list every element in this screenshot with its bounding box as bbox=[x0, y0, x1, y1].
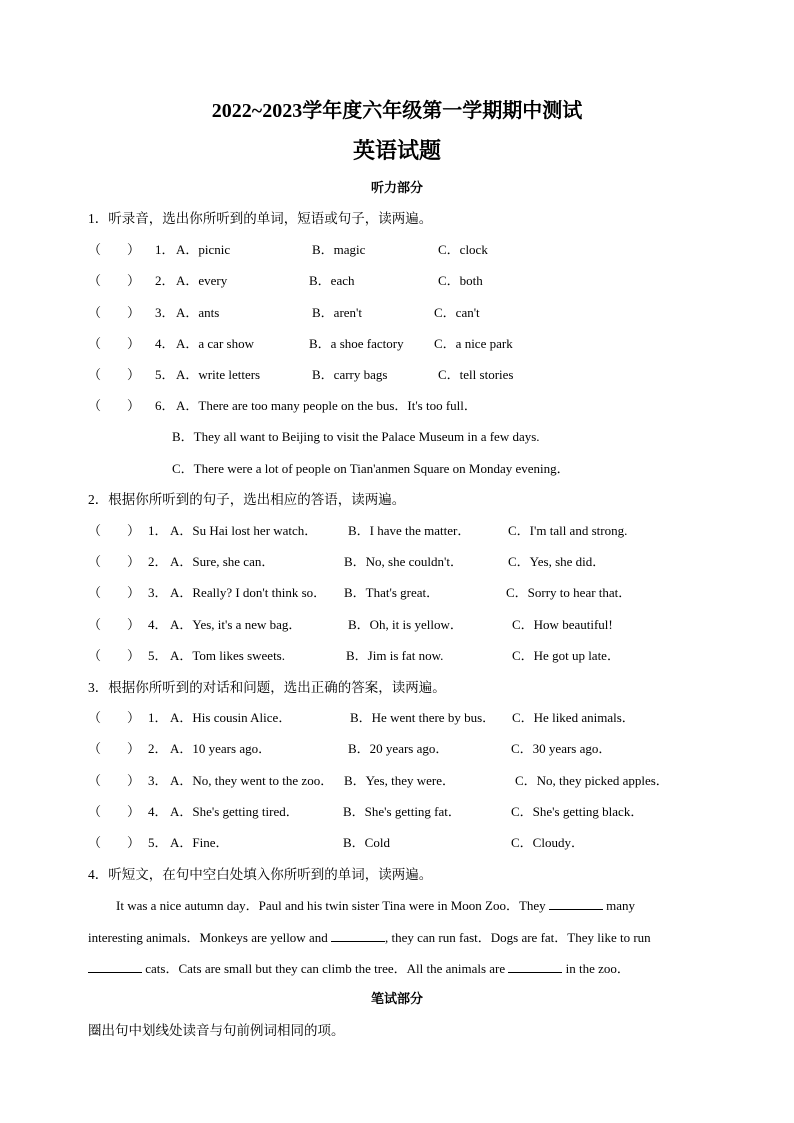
item-number: 1． bbox=[148, 710, 168, 725]
option-a: A．Tom likes sweets. bbox=[170, 648, 285, 663]
q3-item-2 bbox=[0, 738, 794, 756]
option-b: B．a shoe factory bbox=[309, 336, 404, 351]
option-b: B．each bbox=[309, 273, 355, 288]
item-number: 3． bbox=[155, 305, 175, 320]
answer-paren[interactable]: （ ） bbox=[88, 523, 141, 538]
q2-item-1 bbox=[0, 520, 794, 538]
option-c: C．can't bbox=[434, 305, 480, 320]
q2-item-2 bbox=[0, 551, 794, 569]
option-a: A．ants bbox=[176, 305, 220, 320]
option-c: C．tell stories bbox=[438, 367, 514, 382]
q4-instruction: 4．听短文，在句中空白处填入你所听到的单词，读两遍。 bbox=[88, 867, 433, 882]
fill-blank-4[interactable] bbox=[508, 960, 562, 973]
q4-passage-line-3: cats．Cats are small but they can climb the tree．All the animals are in the zoo． bbox=[88, 958, 698, 977]
q1-item-5 bbox=[0, 364, 794, 382]
q1-item-6-option-b-row bbox=[0, 426, 794, 444]
q2-item-5 bbox=[0, 645, 794, 663]
q3-item-1 bbox=[0, 707, 794, 725]
option-a: A．There are too many people on the bus．It's too full． bbox=[176, 398, 477, 413]
option-c: C．No, they picked apples． bbox=[515, 773, 669, 788]
item-number: 2． bbox=[148, 554, 168, 569]
option-b: B．Yes, they were． bbox=[344, 773, 455, 788]
answer-paren[interactable]: （ ） bbox=[88, 804, 141, 819]
item-number: 1． bbox=[155, 242, 175, 257]
option-b: B．They all want to Beijing to visit the Palace Museum in a few days. bbox=[172, 429, 540, 444]
option-b: B．aren't bbox=[312, 305, 362, 320]
option-a: A．She's getting tired． bbox=[170, 804, 299, 819]
item-number: 4． bbox=[155, 336, 175, 351]
item-number: 3． bbox=[148, 773, 168, 788]
option-b: B．I have the matter． bbox=[348, 523, 471, 538]
exam-subtitle: 英语试题 bbox=[352, 138, 441, 163]
option-a: A．Fine． bbox=[170, 835, 229, 850]
option-b: B．carry bags bbox=[312, 367, 388, 382]
option-c: C．I'm tall and strong. bbox=[508, 523, 628, 538]
option-c: C．both bbox=[438, 273, 483, 288]
option-a: A．write letters bbox=[176, 367, 261, 382]
fill-blank-1[interactable] bbox=[549, 897, 603, 910]
option-b: B．20 years ago． bbox=[348, 741, 449, 756]
q2-instruction: 2．根据你所听到的句子，选出相应的答语，读两遍。 bbox=[88, 492, 406, 507]
option-b: B．That's great． bbox=[344, 585, 440, 600]
option-b: B．Jim is fat now. bbox=[346, 648, 444, 663]
answer-paren[interactable]: （ ） bbox=[88, 273, 141, 288]
item-number: 5． bbox=[155, 367, 175, 382]
option-a: A．every bbox=[176, 273, 228, 288]
item-number: 5． bbox=[148, 835, 168, 850]
q1-item-4 bbox=[0, 333, 794, 351]
answer-paren[interactable]: （ ） bbox=[88, 710, 141, 725]
fill-blank-3[interactable] bbox=[88, 960, 142, 973]
q1-item-1 bbox=[0, 239, 794, 257]
item-number: 3． bbox=[148, 585, 168, 600]
item-number: 4． bbox=[148, 804, 168, 819]
q1-item-2 bbox=[0, 270, 794, 288]
fill-blank-2[interactable] bbox=[331, 929, 385, 942]
option-c: C．There were a lot of people on Tian'anmen Square on Monday evening． bbox=[172, 461, 570, 476]
item-number: 5． bbox=[148, 648, 168, 663]
option-a: A．His cousin Alice． bbox=[170, 710, 292, 725]
option-b: B．She's getting fat． bbox=[343, 804, 461, 819]
option-c: C．Sorry to hear that． bbox=[506, 585, 632, 600]
exam-title: 2022~2023学年度六年级第一学期期中测试 bbox=[211, 100, 583, 122]
q2-item-4 bbox=[0, 614, 794, 632]
option-c: C．clock bbox=[438, 242, 488, 257]
answer-paren[interactable]: （ ） bbox=[88, 242, 141, 257]
written-instruction: 圈出句中划线处读音与句前例词相同的项。 bbox=[88, 1023, 345, 1038]
q1-item-3 bbox=[0, 302, 794, 320]
option-b: B．Cold bbox=[343, 835, 390, 850]
answer-paren[interactable]: （ ） bbox=[88, 585, 141, 600]
option-c: C．How beautiful! bbox=[512, 617, 613, 632]
answer-paren[interactable]: （ ） bbox=[88, 336, 141, 351]
option-c: C．a nice park bbox=[434, 336, 513, 351]
item-number: 6． bbox=[155, 398, 175, 413]
option-a: A．Su Hai lost her watch． bbox=[170, 523, 318, 538]
option-a: A．No, they went to the zoo． bbox=[170, 773, 334, 788]
answer-paren[interactable]: （ ） bbox=[88, 741, 141, 756]
item-number: 1． bbox=[148, 523, 168, 538]
answer-paren[interactable]: （ ） bbox=[88, 367, 141, 382]
q1-instruction: 1．听录音，选出你所听到的单词，短语或句子，读两遍。 bbox=[88, 211, 433, 226]
q1-item-6-option-c-row bbox=[0, 458, 794, 476]
option-c: C．She's getting black． bbox=[511, 804, 644, 819]
answer-paren[interactable]: （ ） bbox=[88, 554, 141, 569]
item-number: 2． bbox=[148, 741, 168, 756]
answer-paren[interactable]: （ ） bbox=[88, 648, 141, 663]
answer-paren[interactable]: （ ） bbox=[88, 835, 141, 850]
option-b: B．No, she couldn't． bbox=[344, 554, 463, 569]
option-a: A．picnic bbox=[176, 242, 231, 257]
option-b: B．He went there by bus． bbox=[350, 710, 496, 725]
answer-paren[interactable]: （ ） bbox=[88, 773, 141, 788]
written-heading: 笔试部分 bbox=[370, 991, 423, 1006]
option-c: C．30 years ago． bbox=[511, 741, 612, 756]
q4-passage-line-2: interesting animals．Monkeys are yellow and , they can run fast．Dogs are fat．They like to run bbox=[88, 930, 651, 945]
listening-heading: 听力部分 bbox=[370, 180, 423, 195]
q1-item-6 bbox=[0, 395, 794, 413]
option-a: A．10 years ago． bbox=[170, 741, 272, 756]
q3-instruction: 3．根据你所听到的对话和问题，选出正确的答案，读两遍。 bbox=[88, 680, 446, 695]
option-a: A．Sure, she can． bbox=[170, 554, 275, 569]
option-b: B．Oh, it is yellow． bbox=[348, 617, 463, 632]
answer-paren[interactable]: （ ） bbox=[88, 398, 141, 413]
answer-paren[interactable]: （ ） bbox=[88, 617, 141, 632]
option-b: B．magic bbox=[312, 242, 366, 257]
item-number: 2． bbox=[155, 273, 175, 288]
option-c: C．He liked animals． bbox=[512, 710, 635, 725]
q2-item-3 bbox=[0, 582, 794, 600]
q3-item-3 bbox=[0, 770, 794, 788]
q3-item-4 bbox=[0, 801, 794, 819]
item-number: 4． bbox=[148, 617, 168, 632]
q4-passage-line-1: It was a nice autumn day．Paul and his twin sister Tina were in Moon Zoo．They many bbox=[116, 898, 636, 913]
option-a: A．Yes, it's a new bag． bbox=[170, 617, 302, 632]
option-a: A．Really? I don't think so． bbox=[170, 585, 327, 600]
q3-item-5 bbox=[0, 832, 794, 850]
option-c: C．He got up late． bbox=[512, 648, 620, 663]
option-c: C．Yes, she did． bbox=[508, 554, 606, 569]
option-a: A．a car show bbox=[176, 336, 254, 351]
answer-paren[interactable]: （ ） bbox=[88, 305, 141, 320]
option-c: C．Cloudy． bbox=[511, 835, 584, 850]
